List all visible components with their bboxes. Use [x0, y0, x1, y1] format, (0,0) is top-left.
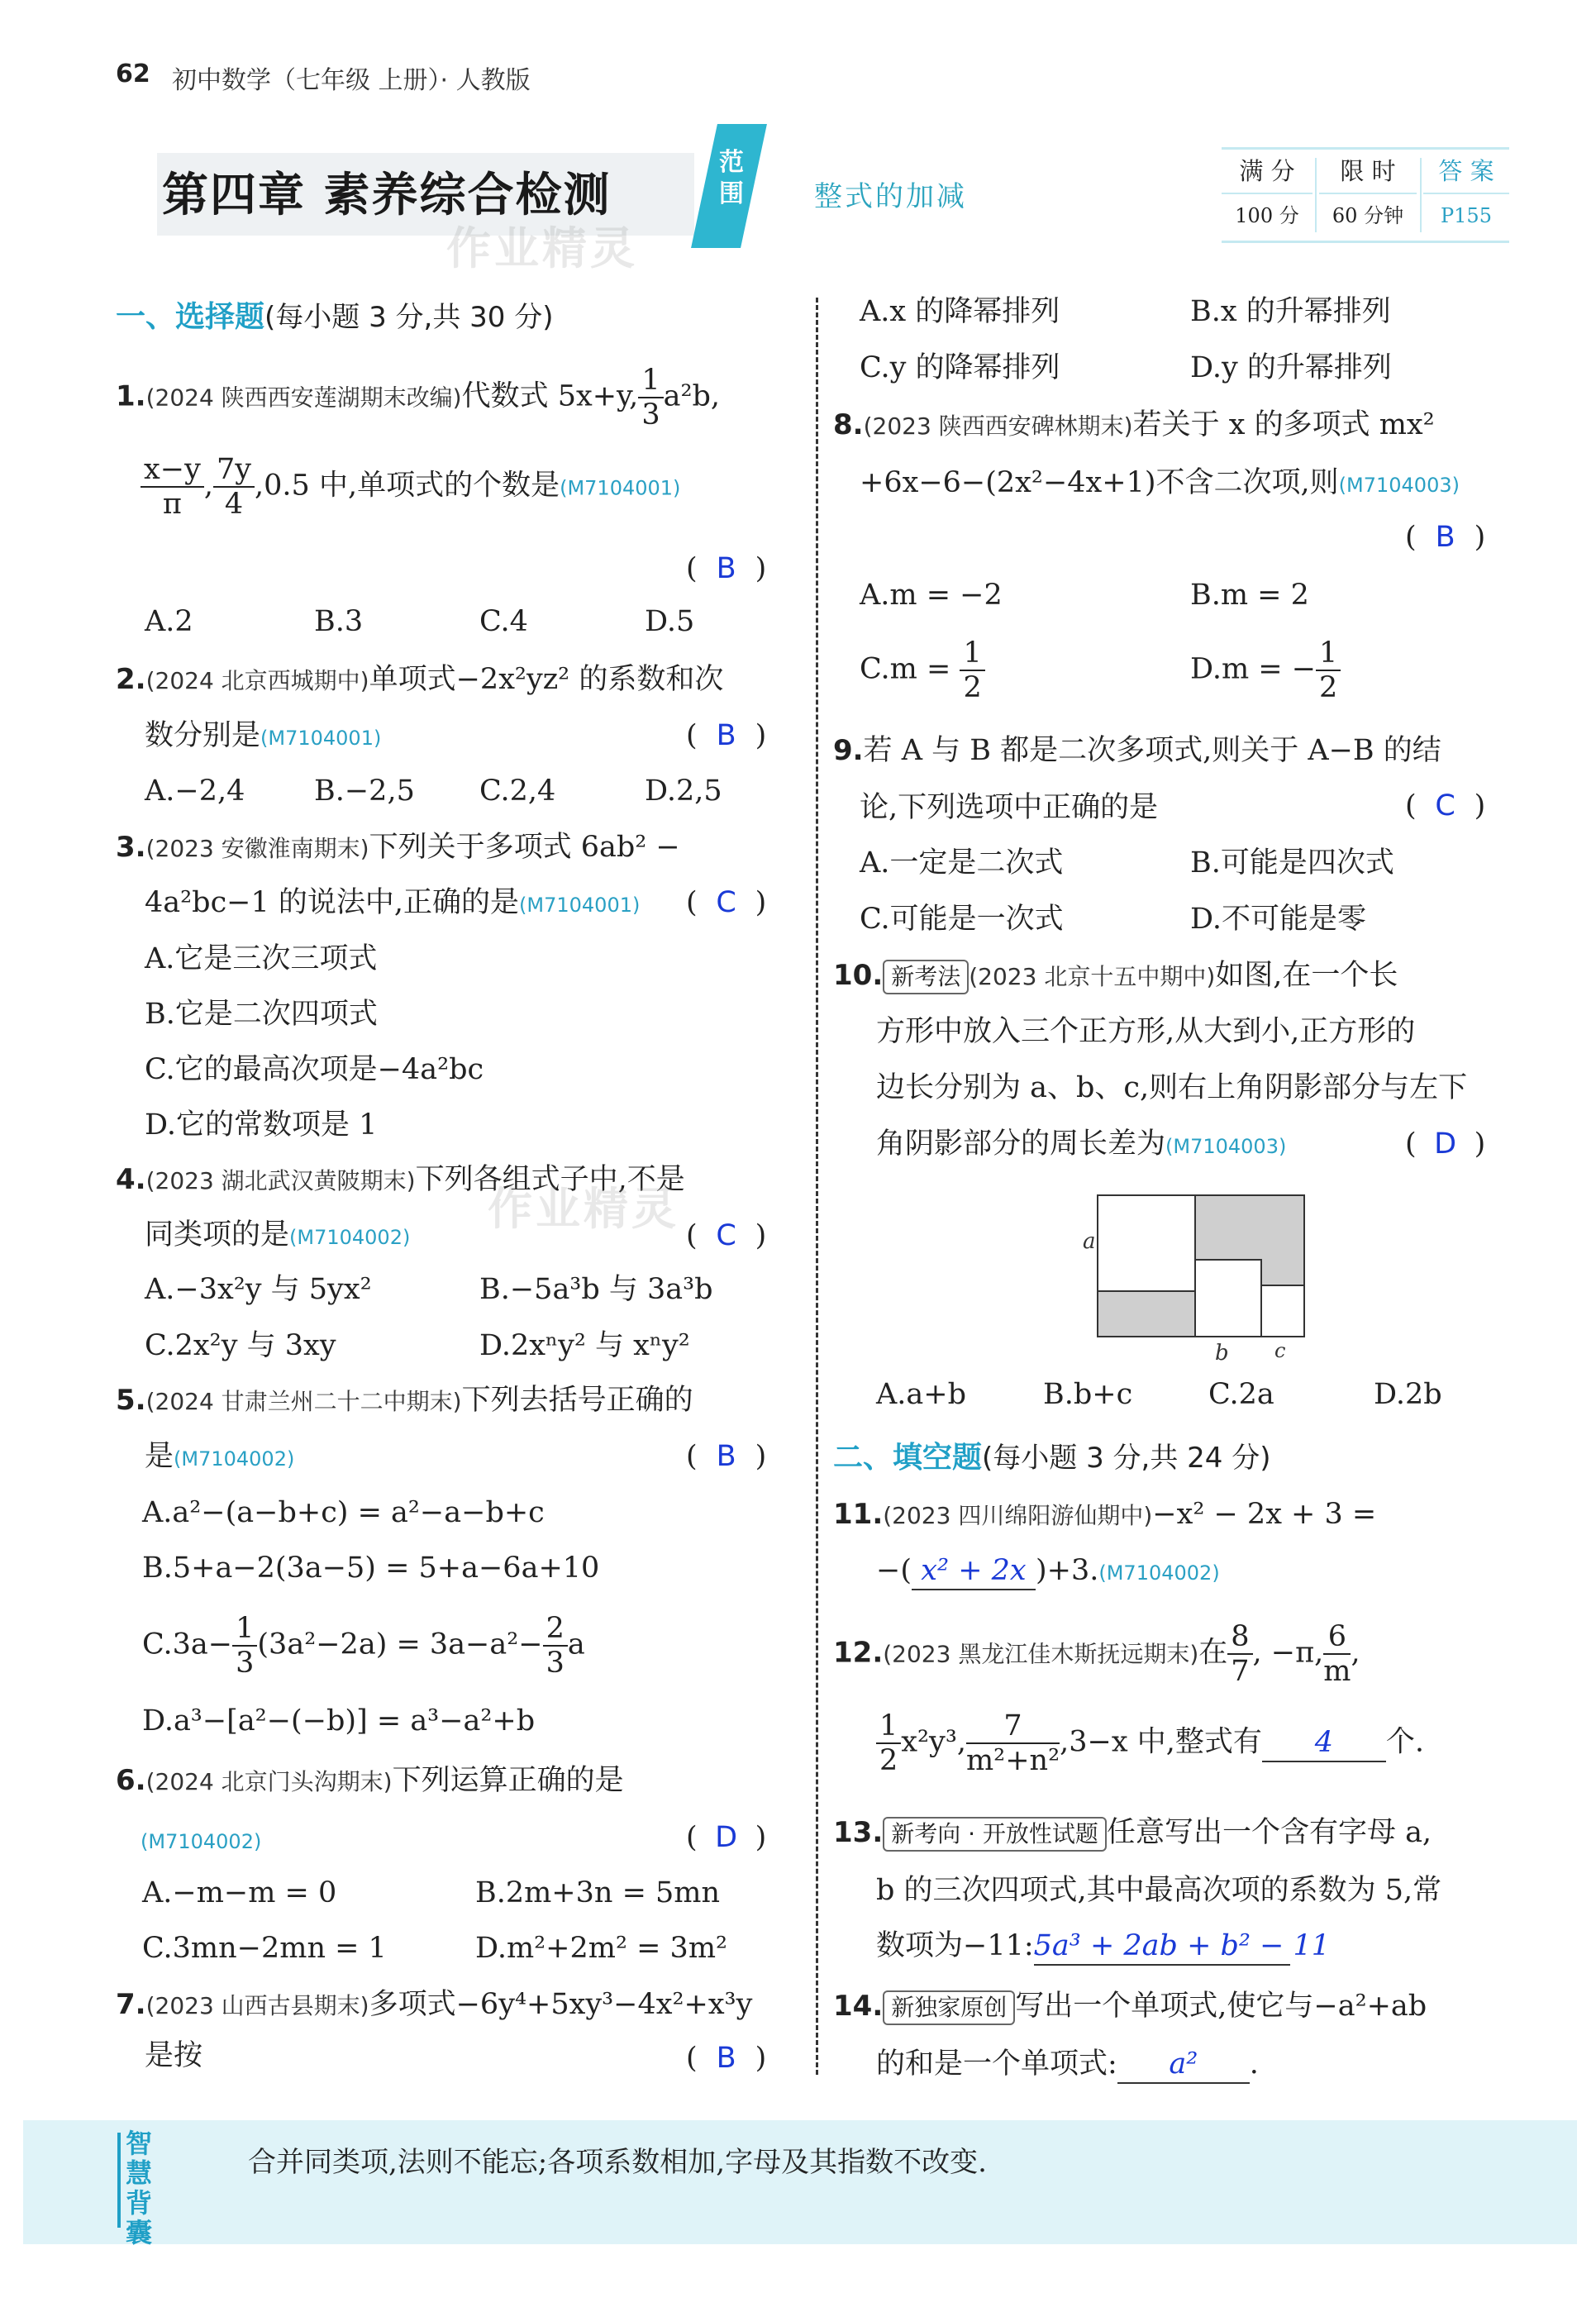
footer-tip: 合并同类项,法则不能忘;各项系数相加,字母及其指数不改变. — [248, 2146, 987, 2179]
q10-option: B.b+c — [1043, 1378, 1133, 1411]
q5-line2 — [145, 1438, 294, 1477]
question-text: 同类项的是 — [145, 1218, 290, 1251]
question-text: a²b, — [663, 379, 721, 413]
time-limit — [1319, 150, 1417, 241]
question-text: . — [1249, 2047, 1259, 2081]
q3-option: C.它的最高次项是−4a²bc — [145, 1053, 484, 1086]
full-score-value: 100 分 — [1235, 204, 1299, 227]
question-number: 8. — [833, 408, 864, 441]
question-text: 4a²bc−1 的说法中,正确的是 — [145, 886, 520, 919]
question-number: 7. — [116, 1988, 146, 2021]
q5-option-a: A.a²−(a−b+c) = a²−a−b+c — [142, 1496, 545, 1529]
q3-line2 — [145, 884, 640, 923]
question-text: 若关于 x 的多项式 mx² — [1132, 408, 1435, 441]
q7-option: B.x 的升幂排列 — [1190, 295, 1391, 328]
q3-option: B.它是二次四项式 — [145, 998, 378, 1031]
answer-blank: a² — [1117, 2046, 1250, 2084]
answer-ref — [1423, 150, 1509, 241]
answer-blank: 4 — [1262, 1724, 1386, 1762]
option-text: a — [567, 1628, 585, 1661]
q5-answer: ( B ) — [686, 1440, 767, 1473]
question-text: )+3. — [1035, 1554, 1099, 1587]
question-text: 在 — [1198, 1636, 1228, 1670]
fraction — [960, 636, 984, 704]
chapter-title: 第四章 素养综合检测 — [162, 169, 612, 222]
q8-option-a: A.m = −2 — [860, 579, 1003, 612]
watermark: 作业精灵 — [488, 1183, 679, 1235]
question-text: 数项为−11: — [876, 1929, 1034, 1962]
fraction-denominator: m²+n² — [965, 1744, 1060, 1777]
answer-letter: B — [716, 552, 736, 585]
question-text: 若 A 与 B 都是二次多项式,则关于 A−B 的结 — [863, 734, 1441, 767]
q6-option: B.2m+3n = 5mn — [475, 1876, 721, 1909]
answer-letter: D — [715, 1821, 738, 1854]
question-code: (M7104002) — [289, 1226, 411, 1249]
fraction — [543, 1612, 568, 1680]
section-title: 一、选择题 — [116, 300, 265, 334]
question-tag: 新考法 — [883, 960, 969, 994]
question-number: 4. — [116, 1163, 146, 1196]
info-separator — [1420, 158, 1422, 232]
answer-page: P155 — [1441, 204, 1492, 227]
q2-option: C.2,4 — [479, 775, 556, 808]
question-code: (M7104003) — [1338, 474, 1460, 497]
question-number: 9. — [833, 734, 864, 767]
q14-line2 — [876, 2046, 1259, 2084]
answer-letter: B — [716, 719, 736, 752]
q1-option: C.4 — [479, 605, 528, 638]
question-text: 个. — [1385, 1725, 1424, 1759]
full-score — [1222, 150, 1313, 241]
q9-option: C.可能是一次式 — [860, 903, 1064, 936]
question-source: (2023 山西古县期末) — [145, 1992, 369, 2019]
fraction-numerator: 7y — [213, 453, 255, 488]
question-number: 5. — [116, 1384, 146, 1417]
question-text: , — [1351, 1636, 1360, 1670]
question-text: 数分别是 — [145, 719, 261, 752]
book-title: 初中数学（七年级 上册）· 人教版 — [172, 66, 531, 95]
fraction-numerator: x−y — [141, 453, 204, 488]
q6-line1 — [116, 1762, 624, 1800]
question-number: 11. — [833, 1498, 884, 1531]
fraction-denominator: 3 — [641, 398, 660, 431]
fraction — [141, 453, 204, 521]
question-text: −( — [876, 1554, 912, 1587]
square-c — [1261, 1285, 1304, 1337]
fraction-denominator: m — [1323, 1655, 1351, 1688]
question-text: ,3−x 中,整式有 — [1060, 1725, 1262, 1759]
answer-blank: x² + 2x — [912, 1552, 1036, 1590]
q6-answer: ( D ) — [686, 1821, 767, 1854]
question-text: 下列各组式子中,不是 — [415, 1163, 685, 1196]
section-choice-heading — [116, 293, 553, 336]
time-label: 限 时 — [1319, 150, 1417, 194]
q8-option-c — [860, 636, 985, 704]
q3-answer: ( C ) — [686, 886, 767, 919]
question-text: 写出一个单项式,使它与−a²+ab — [1015, 1990, 1427, 2023]
answer-letter: B — [716, 1440, 736, 1473]
section-desc: (每小题 3 分,共 24 分) — [982, 1442, 1271, 1475]
fraction-denominator: 2 — [879, 1744, 898, 1777]
question-text: 多项式−6y⁴+5xy³−4x²+x³y — [369, 1988, 753, 2021]
info-box — [1222, 147, 1509, 243]
q10-answer: ( D ) — [1405, 1127, 1486, 1161]
fraction — [232, 1612, 257, 1680]
q1-option: B.3 — [314, 605, 364, 638]
question-tag: 新考向 · 开放性试题 — [883, 1817, 1107, 1852]
q9-option: D.不可能是零 — [1190, 903, 1366, 936]
q8-option-b: B.m = 2 — [1190, 579, 1309, 612]
square-a — [1098, 1195, 1195, 1291]
question-text: 代数式 5x+y, — [461, 379, 639, 413]
q9-option: B.可能是四次式 — [1190, 846, 1394, 880]
q7-line1 — [116, 1986, 752, 2024]
q2-line1 — [116, 661, 723, 699]
section-fill-heading — [833, 1434, 1270, 1476]
fraction-denominator: 2 — [1319, 671, 1338, 704]
q2-option: B.−2,5 — [314, 775, 415, 808]
question-source: (2023 湖北武汉黄陂期末) — [145, 1167, 416, 1194]
question-code: (M7104002) — [141, 1830, 262, 1853]
fraction-denominator: π — [162, 488, 182, 521]
q10-line2: 方形中放入三个正方形,从大到小,正方形的 — [876, 1015, 1416, 1048]
time-value: 60 分钟 — [1332, 204, 1404, 227]
answer-letter: C — [716, 1219, 736, 1252]
section-desc: (每小题 3 分,共 30 分) — [264, 301, 554, 334]
fraction-numerator: 2 — [543, 1612, 568, 1647]
question-text: 单项式−2x²yz² 的系数和次 — [369, 663, 724, 696]
q9-option: A.一定是二次式 — [860, 846, 1064, 880]
question-text: 下列运算正确的是 — [392, 1764, 624, 1797]
q1-line1 — [116, 364, 720, 431]
answer-blank: 5a³ + 2ab + b² − 11 — [1034, 1928, 1290, 1966]
option-text: (3a²−2a) = 3a−a²− — [257, 1628, 543, 1661]
q3-option: A.它是三次三项式 — [145, 942, 378, 975]
q5-option-d: D.a³−[a²−(−b)] = a³−a²+b — [142, 1704, 536, 1738]
fraction — [1316, 636, 1341, 704]
fraction-numerator: 1 — [638, 364, 663, 398]
q5-option-b: B.5+a−2(3a−5) = 5+a−6a+10 — [142, 1552, 600, 1585]
q9-line2: 论,下列选项中正确的是 — [860, 791, 1159, 824]
question-source: (2023 四川绵阳游仙期中) — [883, 1502, 1153, 1529]
q10-line1 — [833, 957, 1398, 995]
q9-answer: ( C ) — [1405, 789, 1486, 822]
q4-option: C.2x²y 与 3xy — [145, 1329, 336, 1362]
question-text: 下列关于多项式 6ab² − — [369, 831, 680, 864]
option-text: C.3a− — [142, 1628, 233, 1661]
question-text: 如图,在一个长 — [1215, 959, 1398, 992]
fraction-denominator: 7 — [1231, 1655, 1250, 1688]
question-text: 角阴影部分的周长差为 — [876, 1127, 1166, 1161]
q3-line1 — [116, 829, 680, 867]
question-text: 任意写出一个含有字母 a, — [1106, 1816, 1432, 1849]
q7-option: A.x 的降幂排列 — [860, 295, 1060, 328]
question-text: ,0.5 中,单项式的个数是 — [255, 469, 560, 503]
page-number: 62 — [116, 60, 150, 88]
q2-option: A.−2,4 — [145, 775, 245, 808]
q8-line1 — [833, 407, 1435, 445]
q4-answer: ( C ) — [686, 1219, 767, 1252]
answer-letter: B — [716, 2042, 736, 2075]
q7-line2: 是按 — [145, 2039, 203, 2072]
q1-option: D.5 — [645, 605, 695, 638]
q1-option: A.2 — [145, 605, 193, 638]
q5-line1 — [116, 1382, 693, 1420]
question-text: 下列去括号正确的 — [461, 1384, 693, 1417]
answer-letter: C — [716, 886, 736, 919]
q10-option: D.2b — [1374, 1378, 1442, 1411]
q4-option: D.2xⁿy² 与 xⁿy² — [479, 1329, 690, 1362]
question-text: 是 — [145, 1440, 174, 1473]
q4-line2 — [145, 1217, 410, 1256]
q8-answer: ( B ) — [1405, 521, 1486, 554]
q11-line1 — [833, 1496, 1376, 1534]
question-source: (2024 甘肃兰州二十二中期末) — [145, 1388, 462, 1415]
question-text: +6x−6−(2x²−4x+1)不含二次项,则 — [860, 466, 1339, 499]
fraction-denominator: 4 — [224, 488, 244, 521]
fraction-numerator: 6 — [1323, 1620, 1351, 1655]
question-code: (M7104001) — [519, 894, 641, 917]
q6-option: A.−m−m = 0 — [142, 1876, 337, 1909]
question-text: −x² − 2x + 3 = — [1152, 1498, 1377, 1531]
fraction — [638, 364, 663, 431]
question-number: 14. — [833, 1990, 884, 2023]
fraction-denominator: 2 — [963, 671, 982, 704]
question-number: 1. — [116, 379, 146, 413]
question-source: (2023 黑龙江佳木斯抚远期末) — [883, 1640, 1199, 1668]
range-label: 范围 — [719, 148, 744, 208]
q3-option: D.它的常数项是 1 — [145, 1108, 378, 1142]
option-text: D.m = − — [1190, 652, 1317, 686]
question-code: (M7104001) — [560, 476, 681, 500]
question-number: 13. — [833, 1816, 884, 1849]
fraction-numerator: 1 — [1316, 636, 1341, 671]
q2-line2 — [145, 717, 381, 756]
fraction — [966, 1709, 1060, 1777]
fraction-numerator: 1 — [876, 1709, 901, 1744]
q6-option: D.m²+2m² = 3m² — [475, 1932, 728, 1965]
q8-option-d — [1190, 636, 1341, 704]
fraction-numerator: 1 — [960, 636, 984, 671]
label-a: a — [1083, 1229, 1096, 1254]
answer-letter: C — [1435, 789, 1455, 822]
q7-option: C.y 的降幂排列 — [860, 351, 1060, 384]
question-source: (2024 北京门头沟期末) — [145, 1768, 393, 1795]
question-code: (M7104003) — [1165, 1135, 1287, 1158]
q5-option-c — [142, 1612, 585, 1680]
fraction-denominator: 3 — [236, 1647, 255, 1680]
q10-line4 — [876, 1126, 1286, 1165]
question-tag: 新独家原创 — [883, 1990, 1015, 2025]
question-source: (2024 陕西西安莲湖期末改编) — [145, 384, 462, 412]
q11-line2 — [876, 1552, 1220, 1591]
question-text: x²y³, — [901, 1725, 966, 1759]
q2-answer: ( B ) — [686, 719, 767, 752]
full-score-label: 满 分 — [1222, 150, 1313, 194]
footer-accent-line — [117, 2133, 121, 2228]
q9-line1 — [833, 732, 1441, 769]
q6-option: C.3mn−2mn = 1 — [142, 1932, 387, 1965]
question-code: (M7104002) — [174, 1447, 295, 1471]
q6-line2 — [141, 1821, 261, 1860]
shaded-bottom-left-outline — [1098, 1291, 1195, 1337]
fraction — [213, 453, 255, 521]
q4-option: A.−3x²y 与 5yx² — [145, 1273, 372, 1306]
q13-line3 — [876, 1928, 1331, 1966]
fraction-denominator: 3 — [545, 1647, 565, 1680]
fraction-numerator: 8 — [1227, 1620, 1252, 1655]
q7-answer: ( B ) — [686, 2042, 767, 2075]
q10-option: C.2a — [1208, 1378, 1274, 1411]
question-source: (2023 北京十五中期中) — [969, 963, 1216, 990]
q12-line2 — [876, 1709, 1424, 1777]
option-text: C.m = — [860, 652, 960, 686]
q14-line1 — [833, 1988, 1427, 2025]
answer-label: 答 案 — [1423, 150, 1509, 194]
label-b: b — [1215, 1341, 1229, 1364]
fraction — [876, 1709, 901, 1777]
question-code: (M7104001) — [260, 727, 382, 750]
answer-letter: B — [1435, 521, 1455, 554]
q1-line2: $\frac{x-y}{\pi}$ , $\frac{7y}{4}$ ,0.5 中,单项式的个数是(M7104001) — [141, 453, 680, 521]
question-code: (M7104002) — [1098, 1561, 1220, 1585]
square-b — [1195, 1260, 1261, 1337]
fraction — [1227, 1620, 1252, 1688]
question-number: 12. — [833, 1636, 884, 1670]
question-number: 6. — [116, 1764, 146, 1797]
q2-option: D.2,5 — [645, 775, 722, 808]
answer-letter: D — [1434, 1127, 1457, 1161]
question-source: (2023 安徽淮南期末) — [145, 835, 369, 862]
question-source: (2024 北京西城期中) — [145, 667, 369, 694]
q10-option: A.a+b — [876, 1378, 966, 1411]
watermark: 作业精灵 — [446, 222, 638, 274]
section-title: 二、填空题 — [833, 1441, 983, 1475]
q13-line2: b 的三次四项式,其中最高次项的系数为 5,常 — [876, 1874, 1442, 1907]
q10-line3: 边长分别为 a、b、c,则右上角阴影部分与左下 — [876, 1071, 1468, 1104]
question-text: , −π, — [1252, 1636, 1324, 1670]
q7-option: D.y 的升幂排列 — [1190, 351, 1392, 384]
column-divider — [816, 298, 818, 2075]
question-source: (2023 陕西西安碑林期末) — [863, 412, 1133, 440]
question-text: 的和是一个单项式: — [876, 2047, 1117, 2081]
q13-line1 — [833, 1814, 1432, 1852]
fraction-numerator: 7 — [966, 1709, 1060, 1744]
q12-line1 — [833, 1620, 1360, 1688]
question-number: 3. — [116, 831, 146, 864]
q1-answer: ( B ) — [686, 552, 767, 585]
question-number: 10. — [833, 959, 884, 992]
footer-label: 智慧背囊 — [126, 2128, 153, 2248]
q8-line2 — [860, 465, 1460, 503]
range-text: 整式的加减 — [814, 180, 967, 213]
fraction — [1323, 1620, 1351, 1688]
question-number: 2. — [116, 663, 146, 696]
q10-figure — [1066, 1182, 1331, 1364]
q4-option: B.−5a³b 与 3a³b — [479, 1273, 713, 1306]
info-separator — [1315, 158, 1317, 232]
fraction-numerator: 1 — [232, 1612, 257, 1647]
label-c: c — [1274, 1339, 1286, 1362]
